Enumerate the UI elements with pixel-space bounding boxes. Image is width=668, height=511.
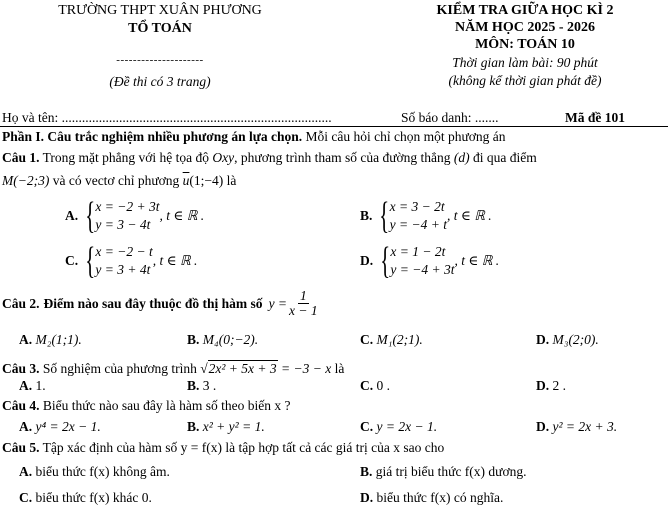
system-brace: { (85, 195, 96, 237)
parameter-domain: , t ∈ ℝ . (152, 253, 198, 268)
option-value: biểu thức f(x) có nghĩa. (376, 490, 504, 505)
option-3b[interactable] (187, 378, 216, 394)
option-label: A. (19, 464, 33, 479)
question-5 (2, 440, 444, 456)
question-text: và có vectơ chỉ phương (52, 173, 180, 188)
option-5d[interactable] (360, 490, 503, 506)
equation-rhs: = −3 − x (281, 361, 332, 376)
option-label: C. (360, 332, 374, 347)
option-1b[interactable] (360, 197, 492, 235)
exam-code: Mã đề 101 (565, 110, 625, 125)
question-text: Điểm nào sau đây thuộc đồ thị hàm số (43, 295, 263, 311)
option-label: A. (19, 378, 33, 393)
duration: Thời gian làm bài: 90 phút (452, 55, 598, 70)
equation: x = −2 − t (95, 244, 153, 260)
option-4c[interactable] (360, 419, 437, 435)
option-label: D. (536, 332, 550, 347)
question-label: Câu 2. (2, 295, 40, 311)
option-label: D. (536, 419, 550, 434)
student-name-field: Họ và tên: ................................................................................ (2, 110, 332, 125)
option-value: y² = 2x + 3. (552, 419, 618, 434)
question-3 (2, 361, 344, 377)
fraction-denominator: x − 1 (289, 303, 318, 319)
option-1a[interactable] (65, 197, 204, 235)
sqrt-symbol: √ (200, 361, 208, 376)
option-value: y⁴ = 2x − 1. (35, 419, 101, 434)
option-label: A. (65, 208, 79, 223)
system-equations (95, 198, 159, 233)
equation: x = 1 − 2t (390, 244, 446, 260)
option-1d[interactable] (360, 242, 499, 280)
option-value: 1. (35, 378, 46, 393)
question-text: là (226, 173, 237, 188)
option-label: A. (19, 419, 33, 434)
option-value: biểu thức f(x) không âm. (35, 464, 170, 479)
subject: MÔN: TOÁN 10 (475, 37, 575, 52)
equation: y = −4 + t (389, 217, 447, 232)
option-value: biểu thức f(x) khác 0. (35, 490, 152, 505)
question-label: Câu 1. (2, 150, 40, 165)
option-label: B. (360, 208, 373, 223)
option-4a[interactable] (19, 419, 101, 435)
option-3a[interactable] (19, 378, 46, 394)
option-2b[interactable] (187, 332, 258, 348)
option-2d[interactable] (536, 332, 599, 348)
question-text: là (334, 361, 345, 376)
header-divider (0, 126, 668, 127)
option-value: giá trị biểu thức f(x) dương. (375, 464, 527, 479)
option-3d[interactable] (536, 378, 566, 394)
page-note: (Đề thi có 3 trang) (109, 74, 211, 89)
equation: y = −4 + 3t (390, 262, 455, 277)
option-5b[interactable] (360, 464, 527, 480)
sqrt-radicand: 2x² + 5x + 3 (208, 361, 277, 376)
parameter-domain: , t ∈ ℝ . (159, 208, 205, 223)
option-label: B. (187, 332, 200, 347)
option-value: x² + y² = 1. (202, 419, 265, 434)
option-3c[interactable] (360, 378, 390, 394)
question-1 (2, 150, 537, 166)
option-value: 2 . (552, 378, 566, 393)
question-text: Số nghiệm của phương trình (42, 361, 197, 376)
math-function: y = (268, 295, 288, 311)
system-brace: { (85, 240, 96, 282)
question-2 (2, 289, 320, 318)
option-value: y = 2x − 1. (376, 419, 438, 434)
option-2a[interactable] (19, 332, 82, 348)
option-label: C. (65, 253, 79, 268)
question-label: Câu 5. (2, 440, 40, 455)
option-label: C. (360, 419, 374, 434)
option-4d[interactable] (536, 419, 617, 435)
option-label: D. (360, 490, 374, 505)
equation: y = 3 − 4t (95, 217, 151, 232)
option-value: M₃(2;0). (552, 332, 599, 347)
question-text: đi qua điểm (473, 150, 537, 165)
option-label: C. (19, 490, 33, 505)
system-equations (390, 243, 454, 278)
math-fraction (289, 289, 318, 318)
part1-instruction: Mỗi câu hỏi chỉ chọn một phương án (305, 129, 506, 144)
question-label: Câu 4. (2, 398, 40, 413)
option-1c[interactable] (65, 242, 197, 280)
math-point-m: M(−2;3) (2, 173, 50, 188)
option-label: D. (536, 378, 550, 393)
option-value: 0 . (376, 378, 390, 393)
parameter-domain: , t ∈ ℝ . (446, 208, 492, 223)
option-label: C. (360, 378, 374, 393)
option-value: M₂(1;1). (35, 332, 82, 347)
option-label: B. (360, 464, 373, 479)
option-value: M₄(0;−2). (202, 332, 259, 347)
question-text: Tập xác định của hàm số y = f(x) là tập hợp tất cả các giá trị của x sao cho (42, 440, 445, 455)
option-5c[interactable] (19, 490, 152, 506)
option-value: 3 . (202, 378, 217, 393)
question-label: Câu 3. (2, 361, 40, 376)
exam-title: KIỂM TRA GIỮA HỌC KÌ 2 (436, 3, 614, 18)
option-5a[interactable] (19, 464, 170, 480)
question-text: Trong mặt phẳng với hệ tọa độ (42, 150, 210, 165)
equation: y = 3 + 4t (95, 262, 151, 277)
math-vector-u: $\overline{u}$ (182, 173, 190, 188)
math-vector-value: (1;−4) (189, 173, 224, 188)
school-name: TRƯỜNG THPT XUÂN PHƯƠNG (58, 3, 262, 18)
part1-heading (2, 129, 506, 145)
math-oxy: Oxy (212, 150, 235, 165)
parameter-domain: , t ∈ ℝ . (454, 253, 500, 268)
question-4 (2, 398, 291, 414)
math-line-d: (d) (453, 150, 470, 165)
question-text: , phương trình tham số của đường thẳng (234, 150, 451, 165)
system-brace: { (379, 195, 390, 237)
system-equations (390, 198, 447, 233)
system-equations (95, 243, 152, 278)
student-id-field: Số báo danh: ....... (401, 110, 499, 125)
question-text: Biểu thức nào sau đây là hàm số theo biến x ? (42, 398, 291, 413)
option-label: D. (360, 253, 374, 268)
fraction-numerator: 1 (299, 288, 307, 303)
equation: x = 3 − 2t (389, 199, 445, 215)
option-label: B. (187, 378, 200, 393)
school-year: NĂM HỌC 2025 - 2026 (455, 20, 595, 35)
system-brace: { (380, 240, 391, 282)
option-4b[interactable] (187, 419, 265, 435)
header-dashes: --------------------- (116, 54, 204, 66)
equation: x = −2 + 3t (95, 199, 160, 215)
part1-title: Phần I. Câu trắc nghiệm nhiều phương án lựa chọn. (2, 129, 303, 144)
question-1-line2 (2, 173, 236, 189)
option-2c[interactable] (360, 332, 423, 348)
option-label: B. (187, 419, 200, 434)
duration-note: (không kể thời gian phát đề) (448, 73, 602, 88)
option-label: A. (19, 332, 33, 347)
department-name: TỔ TOÁN (128, 21, 192, 36)
option-value: M₁(2;1). (376, 332, 423, 347)
